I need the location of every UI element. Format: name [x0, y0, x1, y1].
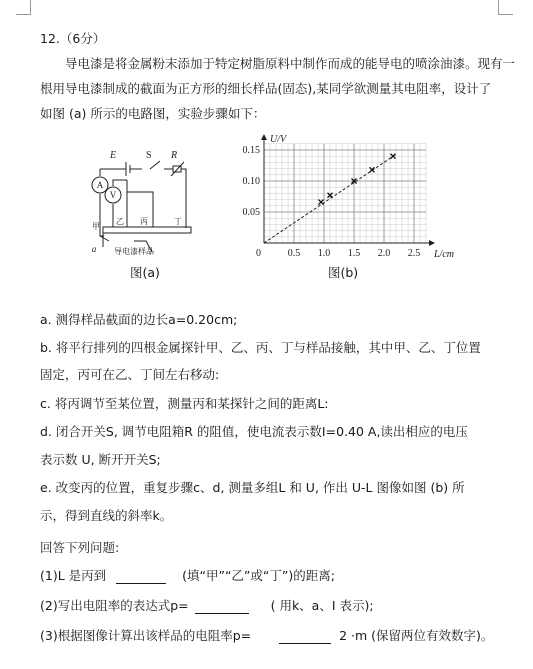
label-a: a	[91, 244, 97, 254]
page-corner-mark-right	[498, 0, 513, 15]
question-3	[40, 628, 493, 644]
probe-bing-label: 丙	[140, 217, 148, 226]
intro-line-1: 导电漆是将金属粉末添加于特定树脂原料中制作而成的能导电的喷涂油漆。现有一	[65, 56, 516, 71]
ammeter-symbol: A	[96, 180, 104, 190]
probe-yi-label: 乙	[116, 217, 124, 226]
step-b-line-1: b. 将平行排列的四根金属探针甲、乙、丙、丁与样品接触，其中甲、乙、丁位置	[40, 340, 481, 355]
step-e-line-2: 示，得到直线的斜率k。	[40, 508, 173, 523]
x-tick-label: 0.5	[287, 248, 301, 259]
x-tick-label: 2.5	[407, 248, 421, 259]
answer-blank-1[interactable]	[116, 570, 166, 584]
step-e-line-1: e. 改变丙的位置，重复步骤c、d, 测量多组L 和 U, 作出 U-L 图像如图 (b) 所	[40, 480, 465, 495]
step-d-line-2: 表示数 U, 断开开关S;	[40, 452, 161, 467]
x-tick-label: 1.5	[347, 248, 361, 259]
label-s: S	[146, 150, 152, 161]
origin-label: 0	[256, 248, 261, 259]
probe-ding-label: 丁	[174, 217, 182, 226]
answer-prompt: 回答下列问题:	[40, 540, 120, 555]
question-number: 12.（6分）	[40, 31, 106, 46]
sample-label: 导电漆样品	[114, 247, 154, 256]
step-d-line-1: d. 闭合开关S, 调节电阻箱R 的阻值，使电流表示数I=0.40 A,读出相应的电压	[40, 424, 468, 439]
question-2-prefix: (2)写出电阻率的表达式p=	[40, 598, 189, 613]
voltmeter-symbol: V	[109, 190, 117, 200]
probe-jia-label: 甲	[92, 222, 100, 231]
u-l-chart	[238, 130, 468, 270]
figure-a-caption: 图(a)	[130, 265, 160, 280]
circuit-diagram	[82, 140, 197, 262]
x-tick-label: 2.0	[377, 248, 391, 259]
answer-blank-2[interactable]	[195, 600, 249, 614]
page-corner-mark-left	[16, 0, 31, 15]
answer-blank-3[interactable]	[279, 630, 331, 644]
x-axis-label: L/cm	[434, 249, 454, 260]
data-point	[319, 200, 324, 205]
question-1	[40, 568, 335, 584]
question-1-suffix: (填“甲”“乙”或“丁”)的距离;	[182, 568, 335, 583]
y-tick-label: 0.05	[242, 207, 260, 218]
step-c: c. 将丙调节至某位置，测量丙和某探针之间的距离L:	[40, 396, 329, 411]
y-tick-label: 0.10	[242, 176, 260, 187]
step-a: a. 测得样品截面的边长a=0.20cm;	[40, 312, 238, 327]
step-b-line-2: 固定，丙可在乙、丁间左右移动:	[40, 367, 220, 382]
figure-b-caption: 图(b)	[328, 265, 359, 280]
x-tick-label: 1.0	[317, 248, 331, 259]
question-2	[40, 598, 374, 614]
question-3-prefix: (3)根据图像计算出该样品的电阻率p=	[40, 628, 252, 643]
y-tick-label: 0.15	[242, 145, 260, 156]
label-e: E	[110, 150, 117, 161]
question-1-prefix: (1)L 是丙到	[40, 568, 107, 583]
intro-line-2: 根用导电漆制成的截面为正方形的细长样品(固态),某同学欲测量其电阻率，设计了	[40, 81, 492, 96]
label-r: R	[171, 150, 178, 161]
question-3-suffix: 2 ·m (保留两位有效数字)。	[339, 628, 494, 643]
y-axis-label: U/V	[270, 134, 287, 145]
question-2-suffix: ( 用k、a、I 表示);	[270, 598, 374, 613]
intro-line-3: 如图 (a) 所示的电路图，实验步骤如下：	[40, 106, 266, 121]
